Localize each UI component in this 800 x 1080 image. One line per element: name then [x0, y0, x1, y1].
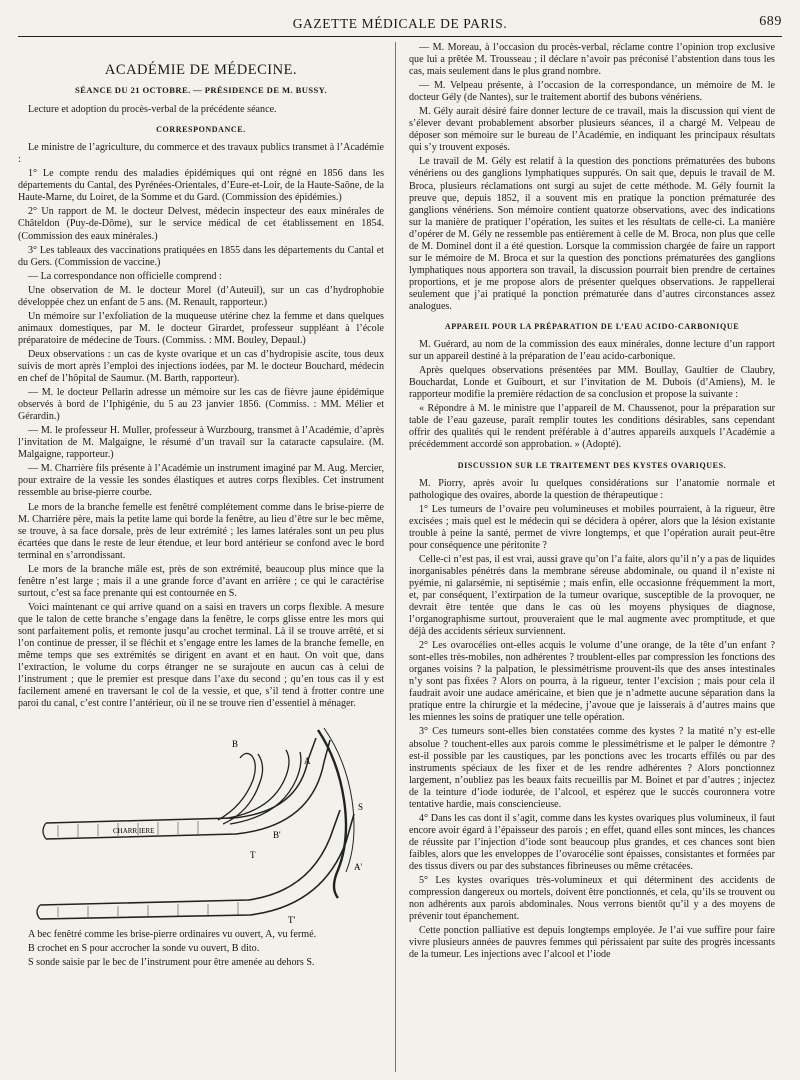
- paragraph: 1° Les tumeurs de l’ovaire peu volumineuses et mobiles pourraient, à la rigueur, être excisées ; mais quel est le médecin qui se décidera à opérer, alors que la lésion existante trouble à peine la santé, permet de vivre longtemps, et que l’opération aurait peut-être pour conséquence une péritonite ?: [409, 503, 775, 551]
- paragraph: Cette ponction palliative est depuis longtemps employée. Je l’ai vue suffire pour faire vivre plusieurs années de pauvres femmes qui périssaient par suite des progrès incessants de la tumeur. Les injections avec l’alcool et l’iode: [409, 925, 775, 961]
- paragraph: — La correspondance non officielle comprend :: [28, 270, 222, 282]
- upper-shaft-lower-edge: [46, 740, 330, 839]
- figure-caption-line: A bec fenêtré comme les brise-pierre ordinaires vu ouvert, A, vu fermé.: [28, 929, 317, 941]
- upper-shaft: [46, 738, 316, 823]
- figure-caption-line: B crochet en S pour accrocher la sonde vu ouvert, B dito.: [28, 943, 260, 955]
- paragraph: — M. Velpeau présente, à l’occasion de la correspondance, un mémoire de M. le docteur Gély (de Nantes), sur le traitement abortif des bubons vénériens.: [409, 80, 775, 104]
- figure-label-b: B: [232, 739, 239, 750]
- paragraph: Le mors de la branche femelle est fenêtré complétement comme dans le brise-pierre de M. Charrière père, mais la petite lame qui borde la fenêtre, au lieu d’être sur le bec même, se trouve, à sa face dorsale, près de leur extrémité ; les lames latérales sont un peu plus écartées que dans le reste de leur étendue, et leur bord antérieur se confond avec le bord terminal en s’arrondissant.: [18, 501, 384, 561]
- figure-label-t-prime: T': [288, 915, 296, 926]
- figure-label-a: A: [304, 756, 311, 767]
- upper-hook-b: [218, 754, 255, 821]
- paragraph: Le mors de la branche mâle est, près de son extrémité, beaucoup plus mince que la fenêtre n’est large ; mais il a une grande force d’avant en arrière ; ce qui le caractérise surtout, c’est sa face prenante qui est contournée en S.: [18, 563, 384, 599]
- paragraph: — M. le docteur Pellarin adresse un mémoire sur les cas de fièvre jaune épidémique observés à bord de l’Iphigénie, du 5 au 23 janvier 1856. (Commiss. : MM. Mélier et Gérardin.): [18, 387, 384, 423]
- column-divider: [395, 42, 396, 1072]
- section-heading: ACADÉMIE DE MÉDECINE.: [104, 62, 298, 78]
- paragraph: Lecture et adoption du procès-verbal de la précédente séance.: [28, 104, 277, 116]
- paragraph: Après quelques observations présentées par MM. Boullay, Gaultier de Claubry, Bouchardat, Londe et Guibourt, et sur l’invitation de M. Dubois (d’Amiens), M. le rapporteur modifie la première rédaction de sa conclusion et propose la suivante :: [409, 365, 775, 401]
- paragraph: Le travail de M. Gély est relatif à la question des ponctions prématurées des bubons vénériens ou des ganglions lymphatiques suppurés. On sait que, depuis le travail de M. Broca, plusieurs réclamations ont surgi au sujet de cette méthode. M. Gély fournit la preuve que, depuis 1852, il a souvent mis en pratique la ponction prématurée des ganglions vénériens. Son mémoire contient quatorze observations, avec des indications sur la manière de pratiquer l’opération, les suites et les résultats de celle-ci. La manière d’opérer de M. Gély ne ressemble pas entièrement à celle de M. Broca, non plus que celle de M. Dominel dont il a été question. Lorsque la commission chargée de faire un rapport sur le mémoire de M. Broca et sur la question des ponctions prématurées des ganglions lymphatiques nous apportera son travail, la discussion pourrait bien prendre de certaines proportions, et je me propose alors de présenter quelques observations. Je rappellerai seulement que j’ai pratiqué la ponction prématurée dans d’autres circonstances assez analogues.: [409, 156, 775, 312]
- paragraph: — M. Charrière fils présente à l’Académie un instrument imaginé par M. Aug. Mercier, pour extraire de la vessie les sondes élastiques et autres corps flexibles. Cet instrument ressemble au brise-pierre courbe.: [18, 463, 384, 499]
- paragraph: 5° Les kystes ovariques très-volumineux et qui déterminent des accidents de compression dangereux ou mortels, doivent être ponctionnés, et cela, qu’ils se trouvent ou non adhérents aux parois abdominales. Nous verrons bientôt qu’il y a des moyens de prévenir tout épanchement.: [409, 875, 775, 923]
- paragraph: M. Piorry, après avoir lu quelques considérations sur l’anatomie normale et pathologique des ovaires, aborde la question de thérapeutique :: [409, 477, 775, 501]
- paragraph: 1° Le compte rendu des maladies épidémiques qui ont régné en 1856 dans les départements du Cantal, des Pyrénées-Orientales, d’Eure-et-Loir, de la Haute-Saône, de la Haute-Marne, du Loiret, de la Somme et du Gard. (Commission des épidémies.): [18, 168, 384, 204]
- paragraph: Celle-ci n’est pas, il est vrai, aussi grave qu’on l’a faite, alors qu’il n’y a pas de liquides inorganisables pénétrés dans la membrane séreuse abdominale, ou quand il n’existe ni pyémie, ni galarsémie, ni septisémie ; mais enfin, elle occasionne fréquemment la mort, et, par conséquent, l’extirpation de la tumeur ovarique, susceptible de la provoquer, ne devrait être tentée que dans le cas où les moyens physiques de diagnose, l’organographisme surtout, prouveraient que le mal augmente avec promptitude, et que déjà des accidents sérieux surviennent.: [409, 553, 775, 638]
- paragraph: M. Guérard, au nom de la commission des eaux minérales, donne lecture d’un rapport sur un appareil destiné à la préparation de l’eau acido-carbonique.: [409, 339, 775, 363]
- lower-shaft: [40, 810, 340, 905]
- upper-shaft-end: [43, 823, 46, 839]
- paragraph: M. Gély aurait désiré faire donner lecture de ce travail, mais la discussion qui vient de s’élever devant probablement absorber plusieurs séances, il a chargé M. Velpeau de déposer son mémoire sur le bureau de l’Académie, en indiquant les principaux résultats qui s’y trouvent exposés.: [409, 106, 775, 154]
- figure-label-t: T: [250, 850, 256, 861]
- session-line: SÉANCE DU 21 OCTOBRE. — PRÉSIDENCE DE M. BUSSY.: [74, 85, 328, 96]
- engraving-text: CHARR IERE: [113, 827, 155, 836]
- lower-shaft-end: [37, 905, 40, 919]
- upper-jaw-a: [228, 750, 289, 818]
- left-column: [18, 42, 384, 971]
- paragraph: Le ministre de l’agriculture, du commerce et des travaux publics transmet à l’Académie :: [18, 142, 384, 166]
- paragraph: Voici maintenant ce qui arrive quand on a saisi en travers un corps flexible. A mesure que le talon de cette branche s’engage dans la fenêtre, le corps glisse entre les mors qui sont parfaitement polis, et remonte jusqu’au crochet terminal. Là il se trouve arrêté, et si l’on continue de presser, il se fléchit et s’engage entre les lames de la branche femelle, en même temps que ses extrémités se dirigent en avant et en haut. On voit que, dans l’extraction, le volume du corps étranger ne se surajoute en aucun cas à celui de l’instrument ; que le premier est presque dans l’axe du second ; qu’en tous cas il y est facilement amené en traversant le col de la vessie, et que, s’il tend à frotter contre une paroi du canal, c’est contre l’antérieur, où il ne se trouve rien d’essentiel à ménager.: [18, 601, 384, 710]
- paragraph: 2° Un rapport de M. le docteur Delvest, médecin inspecteur des eaux minérales de Châteldon (Puy-de-Dôme), sur le service médical de cet établissement en 1854. (Commission des eaux minérales.): [18, 206, 384, 242]
- page-number: 689: [759, 14, 782, 29]
- figure-caption-line: S sonde saisie par le bec de l’instrument pour être amenée au dehors S.: [28, 957, 315, 969]
- running-header: [18, 14, 782, 37]
- paragraph: 2° Les ovarocélies ont-elles acquis le volume d’une orange, de la tête d’un enfant ? sont-elles très-mobiles, non adhérentes ? troublent-elles par compression les fonctions des organes voisins ? la palpation, le plessimétrisme prouvent-ils que des anses intestinales n’y sont pas fixées ? Alors on pourra, à la rigueur, tenter l’excision ; mais pour cela il faudrait avoir une audace américaine, et bien que je n’admette aucune séparation dans la pratique entre la chirurgie et la médecine, j’avoue que je laisserais à d’autres mains que les miennes les soins de pratiquer une telle opération.: [409, 640, 775, 724]
- paragraph: Deux observations : un cas de kyste ovarique et un cas d’hydropisie ascite, tous deux suivis de mort après l’emploi des injections iodées, par M. le docteur Bouchard, médecin en chef de l’hôpital de Saumur. (M. Barth, rapporteur).: [18, 348, 384, 385]
- paragraph: 4° Dans les cas dont il s’agit, comme dans les kystes ovariques plus volumineux, il faut encore avoir égard à l’épaisseur des parois ; en effet, quand elles sont minces, les chances de réussite par l’injection d’iode sont beaucoup plus grandes, et ces chances sont bien faibles, alors que les enveloppes de l’ovarocélie sont épaisses, consistantes et formées par des tissus divers ou par des substances fibrineuses ou même crétacées.: [409, 812, 775, 872]
- paragraph: Un mémoire sur l’exfoliation de la muqueuse utérine chez la femme et dans quelques animaux domestiques, par M. le docteur Girardet, professeur suppléant à l’école préparatoire de médecine de Tours. (Commiss. : MM. Bouley, Depaul.): [18, 310, 384, 346]
- sonde-s: [318, 730, 346, 898]
- paragraph: 3° Ces tumeurs sont-elles bien constatées comme des kystes ? la matité n’y est-elle absolue ? touchent-elles aux parois comme le plessimétrisme et le palper le démontre ? est-il possible par les caustiques, par les ponctions avec les trocarts effilés ou par des instruments spéciaux de les fixer et de les rendre adhérentes ? Alors ponctionnez largement, n’oubliez pas les beaux faits recueillis par M. Boinet et par d’autres ; injectez de la teinture d’iode iodurée, de l’alcool, et espérez que le succès couronnera votre tentative hardie, mais consciencieuse.: [409, 726, 775, 810]
- figure-label-b-prime: B': [273, 830, 281, 841]
- subsection-heading: DISCUSSION SUR LE TRAITEMENT DES KYSTES OVARIQUES.: [457, 460, 727, 470]
- lithotrite-illustration: [18, 720, 384, 925]
- journal-title: GAZETTE MÉDICALE DE PARIS.: [292, 16, 508, 31]
- paragraph: « Répondre à M. le ministre que l’appareil de M. Chaussenot, pour la préparation sur table de l’eau gazeuse, paraît remplir toutes les conditions désirables, sans cependant offrir des qualités qui le rendent préférable à d’autres appareils auxquels l’Académie a précédemment accordé son approbation. » (Adopté).: [409, 403, 775, 451]
- right-column: [409, 42, 775, 963]
- subsection-heading: APPAREIL POUR LA PRÉPARATION DE L’EAU ACIDO-CARBONIQUE: [444, 322, 740, 332]
- paragraph: — M. le professeur H. Muller, professeur à Wurzbourg, transmet à l’Académie, d’après l’invitation de M. Malgaigne, le résumé d’un travail sur la cataracte capsulaire. (M. Malgaigne, rapporteur.): [18, 425, 384, 461]
- paragraph: Une observation de M. le docteur Morel (d’Auteuil), sur un cas d’hydrophobie développée chez un enfant de 5 ans. (M. Renault, rapporteur.): [18, 284, 384, 308]
- instrument-engraving: [18, 720, 384, 925]
- figure-label-s: S: [358, 802, 364, 813]
- subsection-heading: CORRESPONDANCE.: [156, 125, 246, 135]
- paragraph: — M. Moreau, à l’occasion du procès-verbal, réclame contre l’opinion trop exclusive que lui a prêtée M. Trousseau ; il déclare n’avoir pas préconisé l’abstention dans tous les cas, mais seulement dans le plus grand nombre.: [409, 42, 775, 78]
- figure-label-a-prime: A': [354, 862, 363, 873]
- paragraph: 3° Les tableaux des vaccinations pratiquées en 1855 dans les départements du Cantal et du Gers. (Commission de vaccine.): [18, 244, 384, 268]
